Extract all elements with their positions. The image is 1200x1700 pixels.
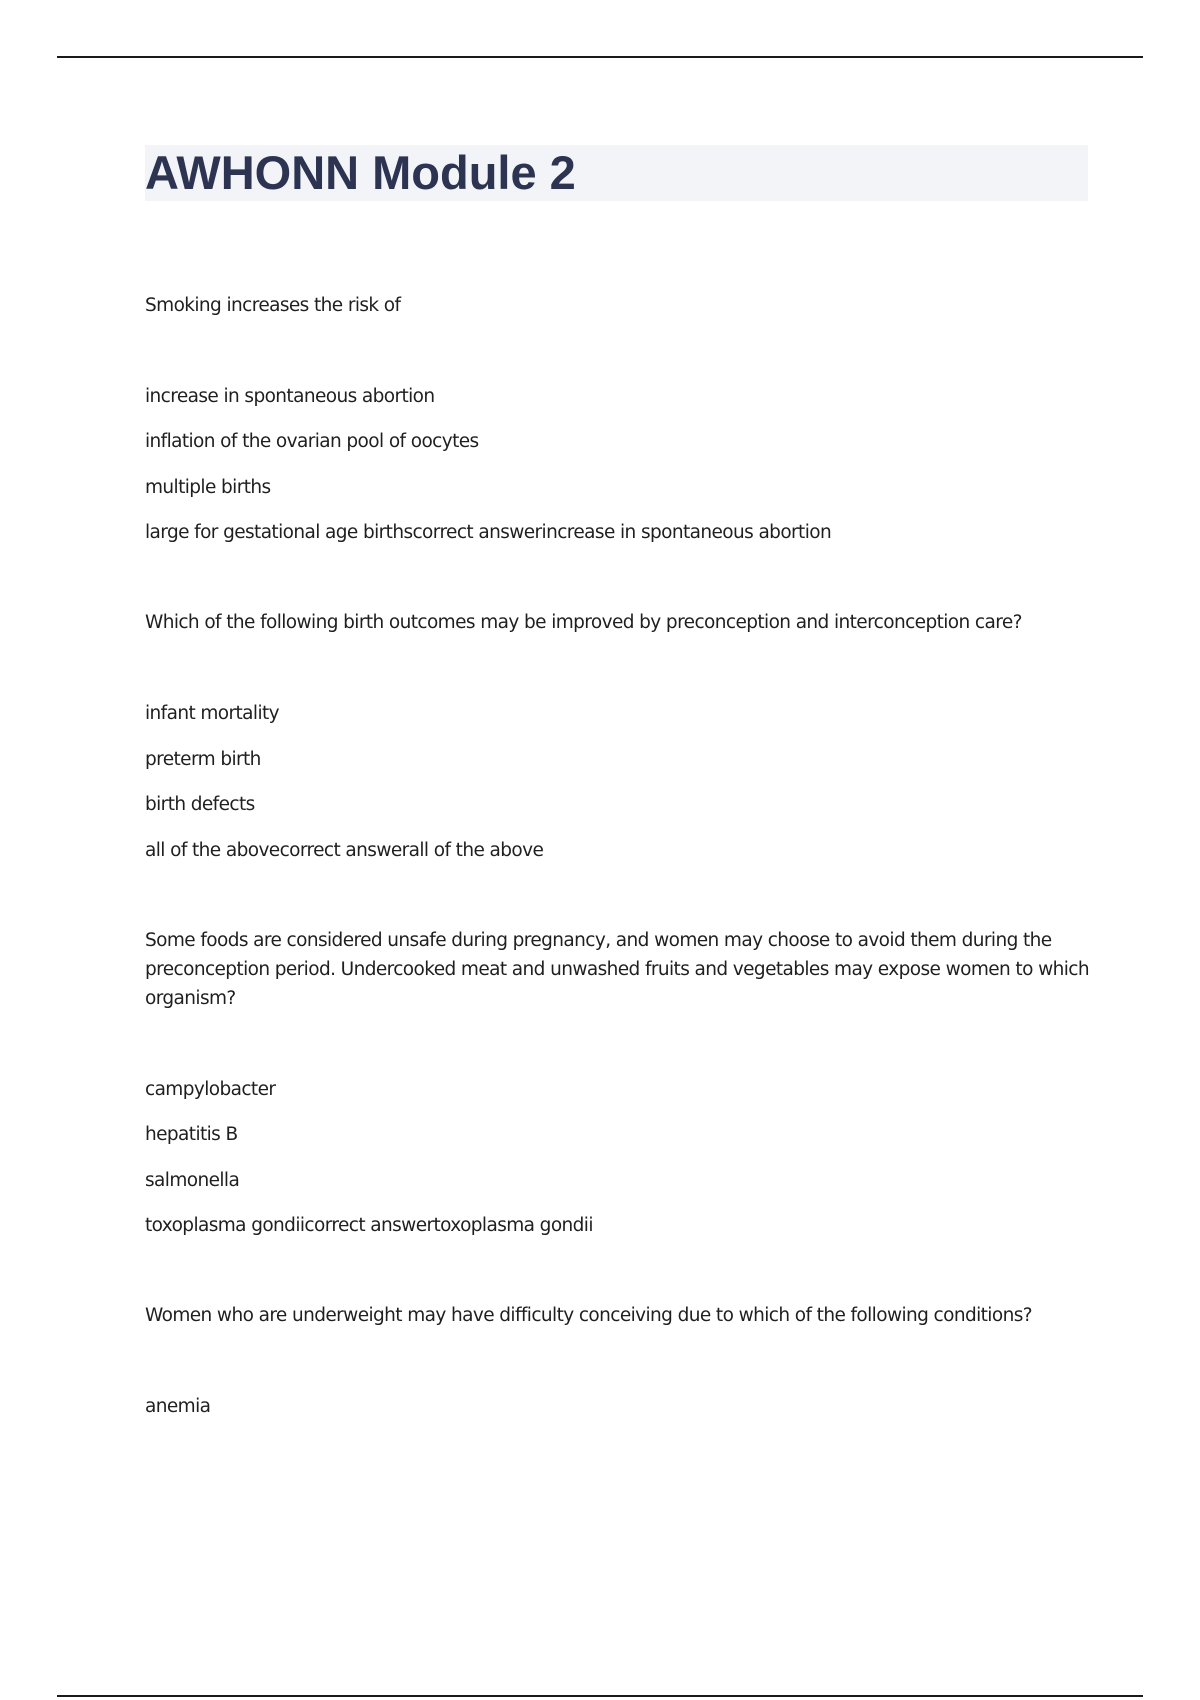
question-3: Some foods are considered unsafe during pregnancy, and women may choose to avoid them during the preconception period. Undercooked meat and unwashed fruits and vegetables may expose women to which organism?: [145, 930, 1089, 1009]
q1-option-3: multiple births: [145, 477, 271, 498]
q2-option-3: birth defects: [145, 794, 255, 815]
q1-option-1: increase in spontaneous abortion: [145, 386, 435, 407]
q3-option-2: hepatitis B: [145, 1124, 238, 1145]
top-rule: [57, 56, 1143, 58]
q2-option-1: infant mortality: [145, 703, 279, 724]
q3-option-1: campylobacter: [145, 1079, 276, 1100]
q1-option-2: inflation of the ovarian pool of oocytes: [145, 431, 479, 452]
q4-option-1: anemia: [145, 1396, 211, 1417]
q2-option-4-answer: all of the abovecorrect answerall of the above: [145, 840, 544, 861]
document-title: AWHONN Module 2: [145, 146, 576, 199]
question-2: Which of the following birth outcomes may be improved by preconception and interconception care?: [145, 612, 1022, 633]
bottom-rule: [57, 1695, 1143, 1697]
q1-option-4-answer: large for gestational age birthscorrect answerincrease in spontaneous abortion: [145, 522, 832, 543]
question-1: Smoking increases the risk of: [145, 295, 401, 316]
q2-option-2: preterm birth: [145, 749, 261, 770]
question-4: Women who are underweight may have difficulty conceiving due to which of the following conditions?: [145, 1305, 1032, 1326]
q3-option-3: salmonella: [145, 1170, 240, 1191]
q3-option-4-answer: toxoplasma gondiicorrect answertoxoplasma gondii: [145, 1215, 593, 1236]
